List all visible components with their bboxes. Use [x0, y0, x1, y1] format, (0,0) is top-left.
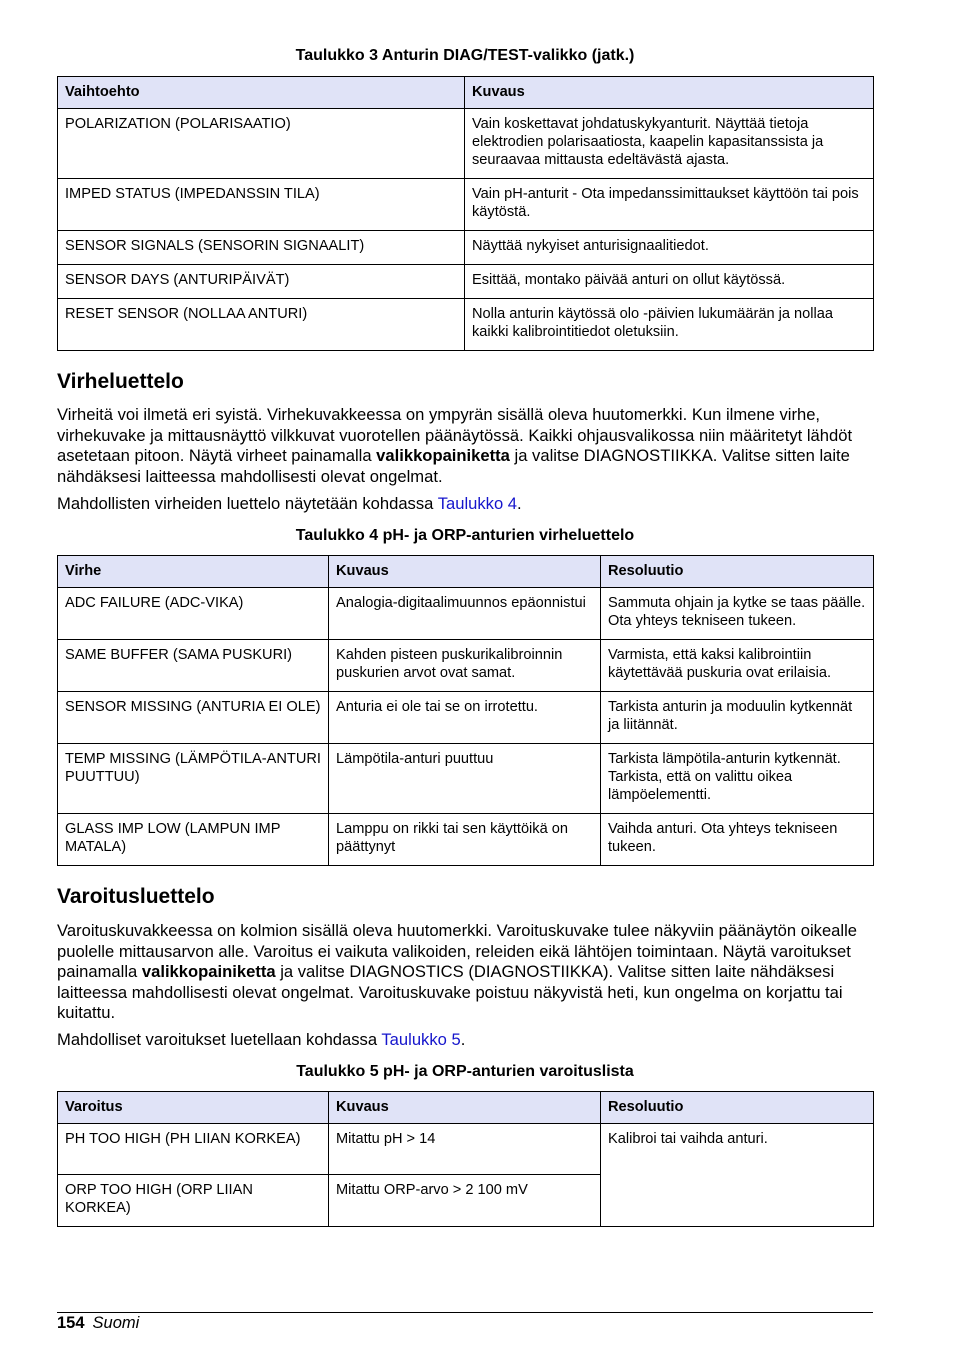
table-row	[58, 814, 874, 866]
column-header: Resoluutio	[601, 1092, 874, 1124]
text-run: .	[517, 494, 522, 513]
section-heading-errors: Virheluettelo	[57, 370, 184, 393]
table4-link[interactable]: Taulukko 4	[437, 494, 518, 513]
footer-language: Suomi	[92, 1314, 140, 1332]
warnings-paragraph	[57, 921, 873, 1024]
table5-link[interactable]: Taulukko 5	[381, 1030, 461, 1049]
table-row	[58, 231, 874, 265]
table-cell: Kahden pisteen puskurikalibroinnin puskurien arvot ovat samat.	[329, 640, 601, 692]
table-cell: Tarkista anturin ja moduulin kytkennät ja liitännät.	[601, 692, 874, 744]
table5	[57, 1091, 874, 1227]
table-header-row	[58, 77, 874, 109]
table-row	[58, 179, 874, 231]
table-cell: IMPED STATUS (IMPEDANSSIN TILA)	[58, 179, 465, 231]
table-cell: Vain pH-anturit - Ota impedanssimittaukset käyttöön tai pois käytöstä.	[465, 179, 874, 231]
column-header: Vaihtoehto	[58, 77, 465, 109]
table-cell: Mitattu pH > 14	[329, 1124, 601, 1175]
bold-text: valikkopainiketta	[141, 962, 276, 981]
column-header: Varoitus	[58, 1092, 329, 1124]
table-cell: Sammuta ohjain ja kytke se taas päälle. Ota yhteys tekniseen tukeen.	[601, 588, 874, 640]
table-cell: Vaihda anturi. Ota yhteys tekniseen tukeen.	[601, 814, 874, 866]
table-cell: Tarkista lämpötila-anturin kytkennät. Tarkista, että on valittu oikea lämpöelementti.	[601, 744, 874, 814]
page-number: 154	[57, 1314, 85, 1332]
table-cell: TEMP MISSING (LÄMPÖTILA-ANTURI PUUTTUU)	[58, 744, 329, 814]
text-run: .	[460, 1030, 466, 1049]
table-cell: Lämpötila-anturi puuttuu	[329, 744, 601, 814]
text-run: ja valitse DIAGNOSTICS (DIAGNOSTIIKKA). Valitse sitten laite nähdäksesi laitteessa mahdollisesti olevat ongelmat. Varoituskuvake poistuu näkyvistä heti, kun ongelma on korjattu tai kuitattu.	[57, 962, 843, 1022]
column-header: Resoluutio	[601, 556, 874, 588]
column-header: Kuvaus	[329, 556, 601, 588]
table-cell: RESET SENSOR (NOLLAA ANTURI)	[58, 299, 465, 351]
section-heading-warnings: Varoitusluettelo	[57, 885, 215, 908]
table-cell: GLASS IMP LOW (LAMPUN IMP MATALA)	[58, 814, 329, 866]
column-header: Virhe	[58, 556, 329, 588]
table-row	[58, 109, 874, 179]
table3-caption: Taulukko 3 Anturin DIAG/TEST-valikko (jatk.)	[295, 47, 635, 64]
errors-paragraph	[57, 405, 873, 487]
table-cell: SENSOR MISSING (ANTURIA EI OLE)	[58, 692, 329, 744]
text-run: Mahdolliset varoitukset luetellaan kohdassa	[57, 1030, 382, 1049]
table-row	[58, 265, 874, 299]
warnings-reference-paragraph	[57, 1030, 873, 1051]
bold-text: valikkopainiketta	[376, 446, 510, 465]
table-cell: SAME BUFFER (SAMA PUSKURI)	[58, 640, 329, 692]
table-cell: Mitattu ORP-arvo > 2 100 mV	[329, 1175, 601, 1227]
table-cell-merged: Kalibroi tai vaihda anturi.	[601, 1124, 874, 1227]
table-row	[58, 588, 874, 640]
table-cell: PH TOO HIGH (PH LIIAN KORKEA)	[58, 1124, 329, 1175]
table-cell: SENSOR DAYS (ANTURIPÄIVÄT)	[58, 265, 465, 299]
table4-caption: Taulukko 4 pH- ja ORP-anturien virheluettelo	[295, 527, 635, 544]
table-row	[58, 299, 874, 351]
text-run: ja valitse DIAGNOSTIIKKA. Valitse sitten laite nähdäksesi laitteessa mahdollisesti olevat ongelmat.	[57, 446, 850, 486]
table-row	[58, 692, 874, 744]
table-header-row	[58, 1092, 874, 1124]
column-header: Kuvaus	[329, 1092, 601, 1124]
table5-caption: Taulukko 5 pH- ja ORP-anturien varoituslista	[296, 1063, 634, 1080]
table-cell: POLARIZATION (POLARISAATIO)	[58, 109, 465, 179]
table-row	[58, 640, 874, 692]
page-footer	[57, 1312, 873, 1333]
table4	[57, 555, 874, 866]
table-cell: Vain koskettavat johdatuskykyanturit. Näyttää tietoja elektrodien polarisaatiosta, kaapelin kapasitanssista ja seuraavaa mittausta edeltävästä ajasta.	[465, 109, 874, 179]
errors-reference-paragraph	[57, 494, 873, 515]
table-row	[58, 744, 874, 814]
table-header-row	[58, 556, 874, 588]
table-cell: Lamppu on rikki tai sen käyttöikä on päättynyt	[329, 814, 601, 866]
table-cell: Esittää, montako päivää anturi on ollut käytössä.	[465, 265, 874, 299]
table-cell: Analogia-digitaalimuunnos epäonnistui	[329, 588, 601, 640]
text-run: Virheitä voi ilmetä eri syistä. Virhekuvakkeessa on ympyrän sisällä oleva huutomerkki. Kun ilmene virhe, virhekuvake ja mittausnäyttö vilkkuvat vuorotellen päänäytössä. Kaikki ohjausvalikossa niin määritetyt lähdöt asetetaan pitoon. Näytä virheet painamalla	[57, 405, 853, 465]
table-cell: ADC FAILURE (ADC-VIKA)	[58, 588, 329, 640]
text-run: Varoituskuvakkeessa on kolmion sisällä oleva huutomerkki. Varoituskuvake tulee näkyviin päänäytön oikealle puolelle mittausarvon alle. Varoitus ei vaikuta valikoiden, releiden eikä lähtöjen toimintaan. Näytä varoitukset painamalla	[57, 921, 858, 981]
table-cell: Näyttää nykyiset anturisignaalitiedot.	[465, 231, 874, 265]
column-header: Kuvaus	[465, 77, 874, 109]
text-run: Mahdollisten virheiden luettelo näytetään kohdassa	[57, 494, 438, 513]
table-row	[58, 1124, 874, 1175]
table-cell: Anturia ei ole tai se on irrotettu.	[329, 692, 601, 744]
table-cell: Nolla anturin käytössä olo -päivien lukumäärän ja nollaa kaikki kalibrointitiedot oletuksiin.	[465, 299, 874, 351]
table3	[57, 76, 874, 351]
table-cell: SENSOR SIGNALS (SENSORIN SIGNAALIT)	[58, 231, 465, 265]
table-cell: Varmista, että kaksi kalibrointiin käytettävää puskuria ovat erilaisia.	[601, 640, 874, 692]
table-cell: ORP TOO HIGH (ORP LIIAN KORKEA)	[58, 1175, 329, 1227]
